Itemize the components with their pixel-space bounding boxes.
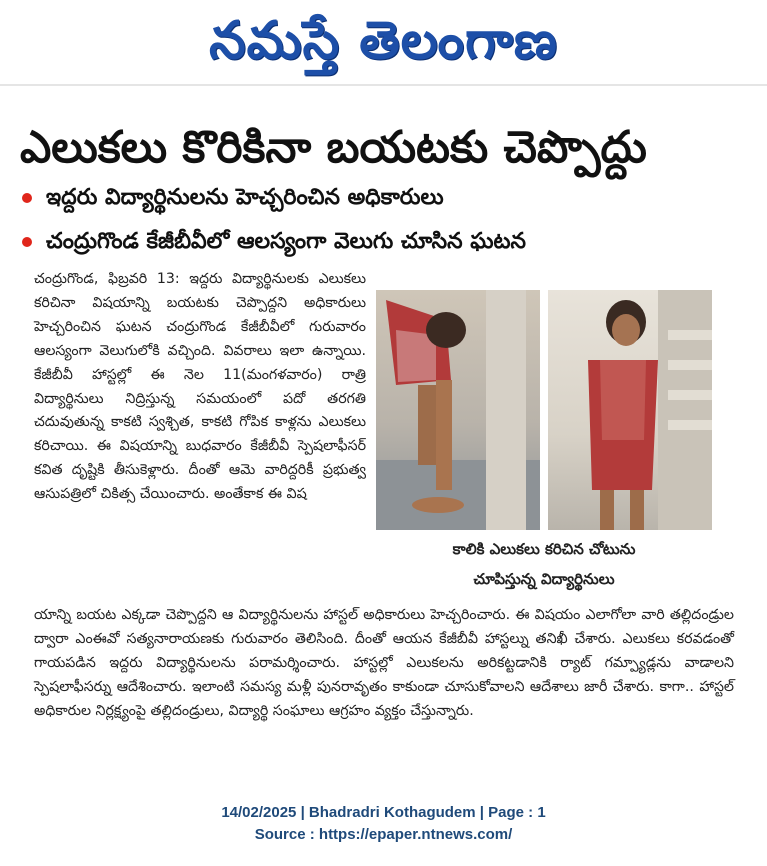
- subheadline-1: [22, 180, 742, 216]
- article-photo: [376, 290, 712, 530]
- edition-info: 14/02/2025 | Bhadradri Kothagudem | Page : 1: [221, 804, 546, 821]
- subheadline-2-text: చంద్రుగొండ కేజీబీవీలో ఆలస్యంగా వెలుగు చూసిన ఘటన: [46, 229, 526, 254]
- article-body-column: [34, 268, 366, 507]
- photo-student-1: [376, 290, 540, 530]
- subheadline-2: [22, 224, 742, 260]
- newspaper-masthead: నమస్తే తెలంగాణ: [209, 10, 558, 71]
- red-bullet-icon: [22, 237, 32, 247]
- student-bending-illustration: [376, 290, 540, 530]
- photo-caption-line-1: కాలికి ఎలుకలు కరిచిన చోటును: [452, 540, 636, 558]
- header-divider: [0, 84, 767, 86]
- source-link[interactable]: Source : https://epaper.ntnews.com/: [254, 826, 513, 843]
- red-bullet-icon: [22, 193, 32, 203]
- article-body-full-width-text: యాన్ని బయట ఎక్కడా చెప్పొద్దని ఆ విద్యార్థినులను హాస్టల్ అధికారులు హెచ్చరించారు. ఈ విషయం ఎలాగోలా వారి తల్లిదండ్రుల ద్వారా ఎంఈవో సత్యనారాయణకు గురువారం తెలిసింది. దీంతో ఆయన కేజీబీవీ హాస్టల్ను తనిఖీ చేశారు. ఎలుకలు కరవడంతో గాయపడిన ఇద్దరు విద్యార్థినులను పరామర్శించారు. హాస్టల్లో ఎలుకలను అరికట్టడానికి ర్యాట్ గమ్ప్యాడ్లను వాడాలని స్పెషలాఫీసర్ను ఆదేశించారు. ఇలాంటి సమస్య మళ్లీ పునరావృతం కాకుండా చూసుకోవాలని ఆదేశాలు జారీ చేశారు. కాగా.. హాస్టల్ అధికారుల నిర్లక్ష్యంపై తల్లిదండ్రులు, విద్యార్థి సంఘాలు ఆగ్రహం వ్యక్తం చేస్తున్నారు.: [34, 607, 734, 719]
- subheadline-1-text: ఇద్దరు విద్యార్థినులను హెచ్చరించిన అధికారులు: [46, 185, 444, 210]
- photo-caption-line-2: చూపిస్తున్న విద్యార్థినులు: [473, 570, 615, 588]
- photo-caption: [376, 534, 712, 596]
- article-headline: ఎలుకలు కొరికినా బయటకు చెప్పొద్దు: [20, 122, 647, 173]
- article-body-column-text: చంద్రుగొండ, ఫిబ్రవరి 13: ఇద్దరు విద్యార్థినులకు ఎలుకలు కరిచినా విషయాన్ని బయటకు చెప్పొద్దని అధికారులు హెచ్చరించిన ఘటన చంద్రుగొండ కేజీబీవీలో గురువారం ఆలస్యంగా వెలుగులోకి వచ్చింది. వివరాలు ఇలా ఉన్నాయి. కేజీబీవీ హాస్టల్లో ఈ నెల 11(మంగళవారం) రాత్రి విద్యార్థినులు నిద్రిస్తున్న సమయంలో పదో తరగతి చదువుతున్న కాకటి స్వశ్చిత, కాకటి గోపిక కాళ్లను ఎలుకలు కరిచాయి. ఈ విషయాన్ని బుధవారం కేజీబీవీ స్పెషలాఫీసర్ కవిత దృష్టికి తీసుకెళ్లారు. దీంతో ఆమె వారిద్దరికీ ప్రభుత్వ ఆసుపత్రిలో చికిత్స చేయించారు. అంతేకాక ఈ విష: [34, 271, 366, 503]
- article-body-full-width: [34, 604, 734, 724]
- photo-student-2: [548, 290, 712, 530]
- student-standing-illustration: [548, 290, 712, 530]
